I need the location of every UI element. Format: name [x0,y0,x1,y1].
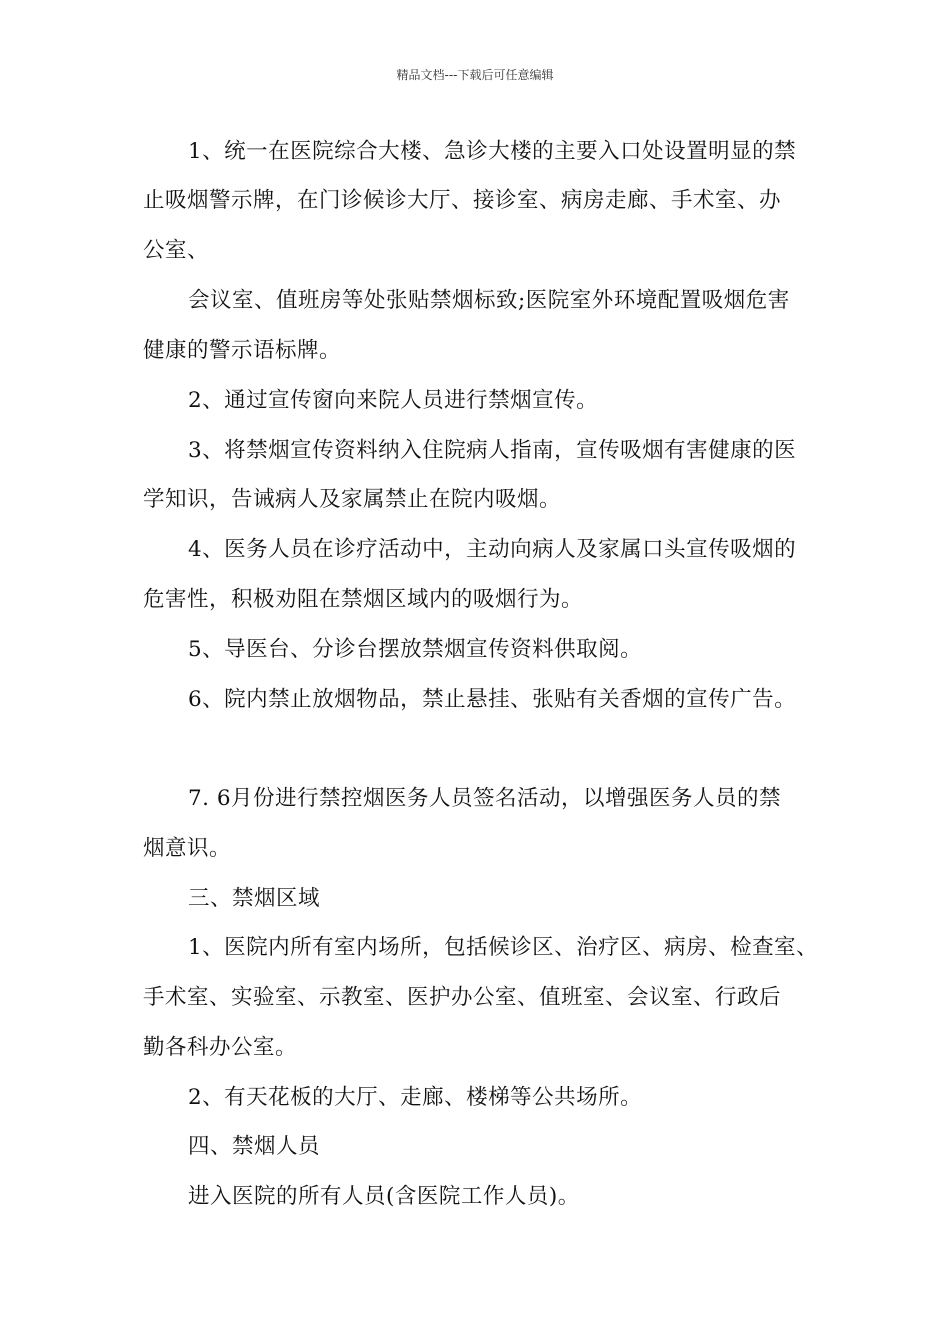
paragraph-line: 3、将禁烟宣传资料纳入住院病人指南，宣传吸烟有害健康的医 [188,438,797,463]
paragraph-line: 5、导医台、分诊台摆放禁烟宣传资料供取阅。 [188,637,643,662]
paragraph-line: 手术室、实验室、示教室、医护办公室、值班室、会议室、行政后 [143,985,782,1010]
paragraph-line: 进入医院的所有人员(含医院工作人员)。 [188,1184,580,1209]
paragraph-line: 危害性，积极劝阻在禁烟区域内的吸烟行为。 [143,587,584,612]
paragraph-line: 公室、 [143,238,210,263]
section-heading: 四、禁烟人员 [188,1134,321,1159]
paragraph-line: 7. 6月份进行禁控烟医务人员签名活动，以增强医务人员的禁 [188,786,782,811]
paragraph-line: 烟意识。 [143,836,232,861]
paragraph-line: 2、有天花板的大厅、走廊、楼梯等公共场所。 [188,1085,643,1110]
paragraph-line: 会议室、值班房等处张贴禁烟标致;医院室外环境配置吸烟危害 [188,288,790,313]
paragraph-line: 1、统一在医院综合大楼、急诊大楼的主要入口处设置明显的禁 [188,139,797,164]
paragraph-line: 1、医院内所有室内场所，包括候诊区、治疗区、病房、检查室、 [188,935,819,960]
paragraph-line: 学知识，告诫病人及家属禁止在院内吸烟。 [143,487,562,512]
paragraph-line: 健康的警示语标牌。 [143,338,342,363]
section-heading: 三、禁烟区域 [188,886,321,911]
paragraph-line: 止吸烟警示牌，在门诊候诊大厅、接诊室、病房走廊、手术室、办 [143,188,782,213]
page-header: 精品文档---下载后可任意编辑 [396,68,554,82]
paragraph-line: 6、院内禁止放烟物品，禁止悬挂、张贴有关香烟的宣传广告。 [188,687,797,712]
paragraph-line: 4、医务人员在诊疗活动中，主动向病人及家属口头宣传吸烟的 [188,537,797,562]
paragraph-line: 勤各科办公室。 [143,1035,298,1060]
paragraph-line: 2、通过宣传窗向来院人员进行禁烟宣传。 [188,388,599,413]
